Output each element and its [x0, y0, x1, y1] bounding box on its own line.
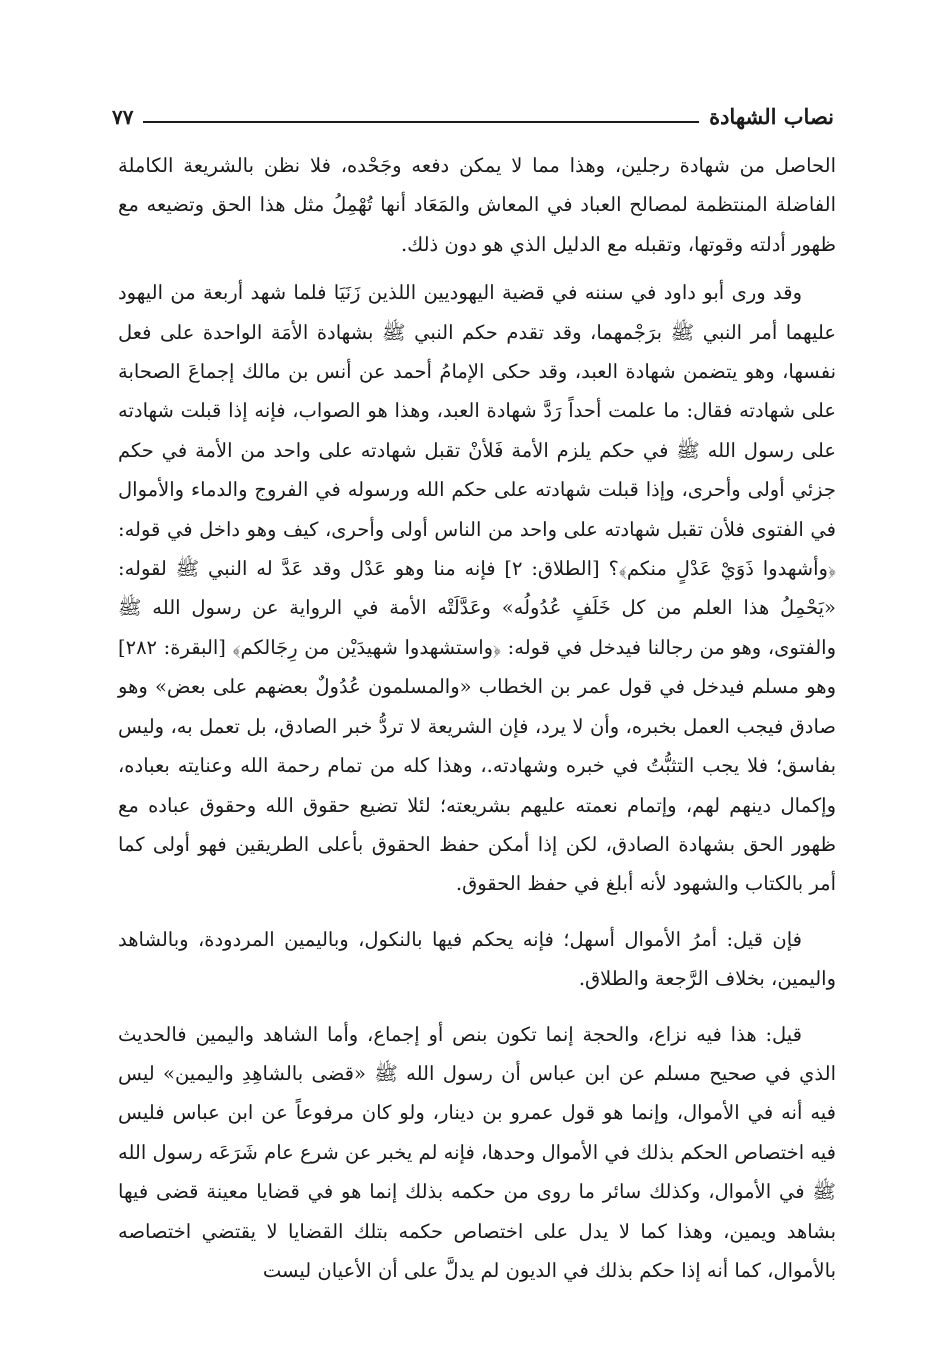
paragraph-objection: فإن قيل: أمرُ الأموال أسهل؛ فإنه يحكم فيها بالنكول، وباليمين المردودة، وبالشاهد واليمين، بخلاف الرَّجعة والطلاق.	[118, 927, 836, 991]
paragraph-abu-dawud: وقد ورى أبو داود في سننه في قضية اليهوديين اللذين زَنَيَا فلما شهد أربعة من اليهود عليهما أمر النبي ﷺ برَجْمهما، وقد تقدم حكم النبي ﷺ بشهادة الأمَة الواحدة على فعل نفسها، وهو يتضمن شهادة العبد، وقد حكى الإمامُ أحمد عن أنس بن مالك إجماعَ الصحابة على شهادته فقال: ما علمت أحداً رَدَّ شهادة العبد، وهذا هو الصواب، فإنه إذا قبلت شهادته على رسول الله ﷺ في حكم يلزم الأمة فَلأنْ تقبل شهادته على واحد من الأمة في حكم جزئي أولى وأحرى، وإذا قبلت شهادته على حكم الله ورسوله في الفروج والدماء والأموال في الفتوى فلأن تقبل شهادته على واحد من الناس أولى وأحرى، كيف وهو داخل في قوله: ﴿وأشهدوا ذَوَيْ عَدْلٍ منكم﴾؟ [الطلاق: ٢] فإنه منا وهو عَدْل وقد عَدَّ له النبي ﷺ لقوله: «يَحْمِلُ هذا العلم من كل خَلَفٍ عُدُولُه» وعَدَّلَتْه الأمة في الرواية عن رسول الله ﷺ والفتوى، وهو من رجالنا فيدخل في قوله: ﴿واستشهدوا شهيدَيْن من رِجَالكم﴾ [البقرة: ٢٨٢] وهو مسلم فيدخل في قول عمر بن الخطاب «والمسلمون عُدُولٌ بعضهم على بعض» وهو صادق فيجب العمل بخبره، وأن لا يرد، فإن الشريعة لا تردُّ خبر الصادق، بل تعمل به، وليس بفاسق؛ فلا يجب التثبُّتُ في خبره وشهادته.، وهذا كله من تمام رحمة الله وعنايته بعباده، وإكمال دينهم لهم، وإتمام نعمته عليهم بشريعته؛ لئلا تضيع حقوق الله وحقوق عباده مع ظهور الحق بشهادة الصادق، لكن إذا أمكن حفظ الحقوق بأعلى الطريقين فهو أولى كما أمر بالكتاب والشهود لأنه أبلغ في حفظ الحقوق.	[118, 281, 836, 896]
header-rule	[143, 121, 699, 123]
running-title: نصاب الشهادة	[709, 104, 834, 129]
paragraph-continuation: الحاصل من شهادة رجلين، وهذا مما لا يمكن دفعه وجَحْده، فلا نظن بالشريعة الكاملة الفاضلة المنتظمة لمصالح العباد في المعاش والمَعَاد أنها تُهْمِلُ مثل هذا الحق وتضيعه مع ظهور أدلته وقوتها، وتقبله مع الدليل الذي هو دون ذلك.	[118, 154, 836, 256]
page-header	[112, 92, 834, 132]
page-number: ٧٧	[112, 105, 134, 129]
page-body	[118, 146, 836, 1290]
paragraph-reply: قيل: هذا فيه نزاع، والحجة إنما تكون بنص أو إجماع، وأما الشاهد واليمين فالحديث الذي في صحيح مسلم عن ابن عباس أن رسول الله ﷺ «قضى بالشاهِدِ واليمين» ليس فيه أنه في الأموال، وإنما هو قول عمرو بن دينار، ولو كان مرفوعاً عن ابن عباس فليس فيه اختصاص الحكم بذلك في الأموال وحدها، فإنه لم يخبر عن شرع عام شَرَعَه رسول الله ﷺ في الأموال، وكذلك سائر ما روى من حكمه بذلك إنما هو في قضايا معينة قضى فيها بشاهد ويمين، وهذا كما لا يدل على اختصاص حكمه بتلك القضايا لا يقتضي اختصاصه بالأموال، كما أنه إذا حكم بذلك في الديون لم يدلَّ على أن الأعيان ليست	[118, 1022, 836, 1282]
